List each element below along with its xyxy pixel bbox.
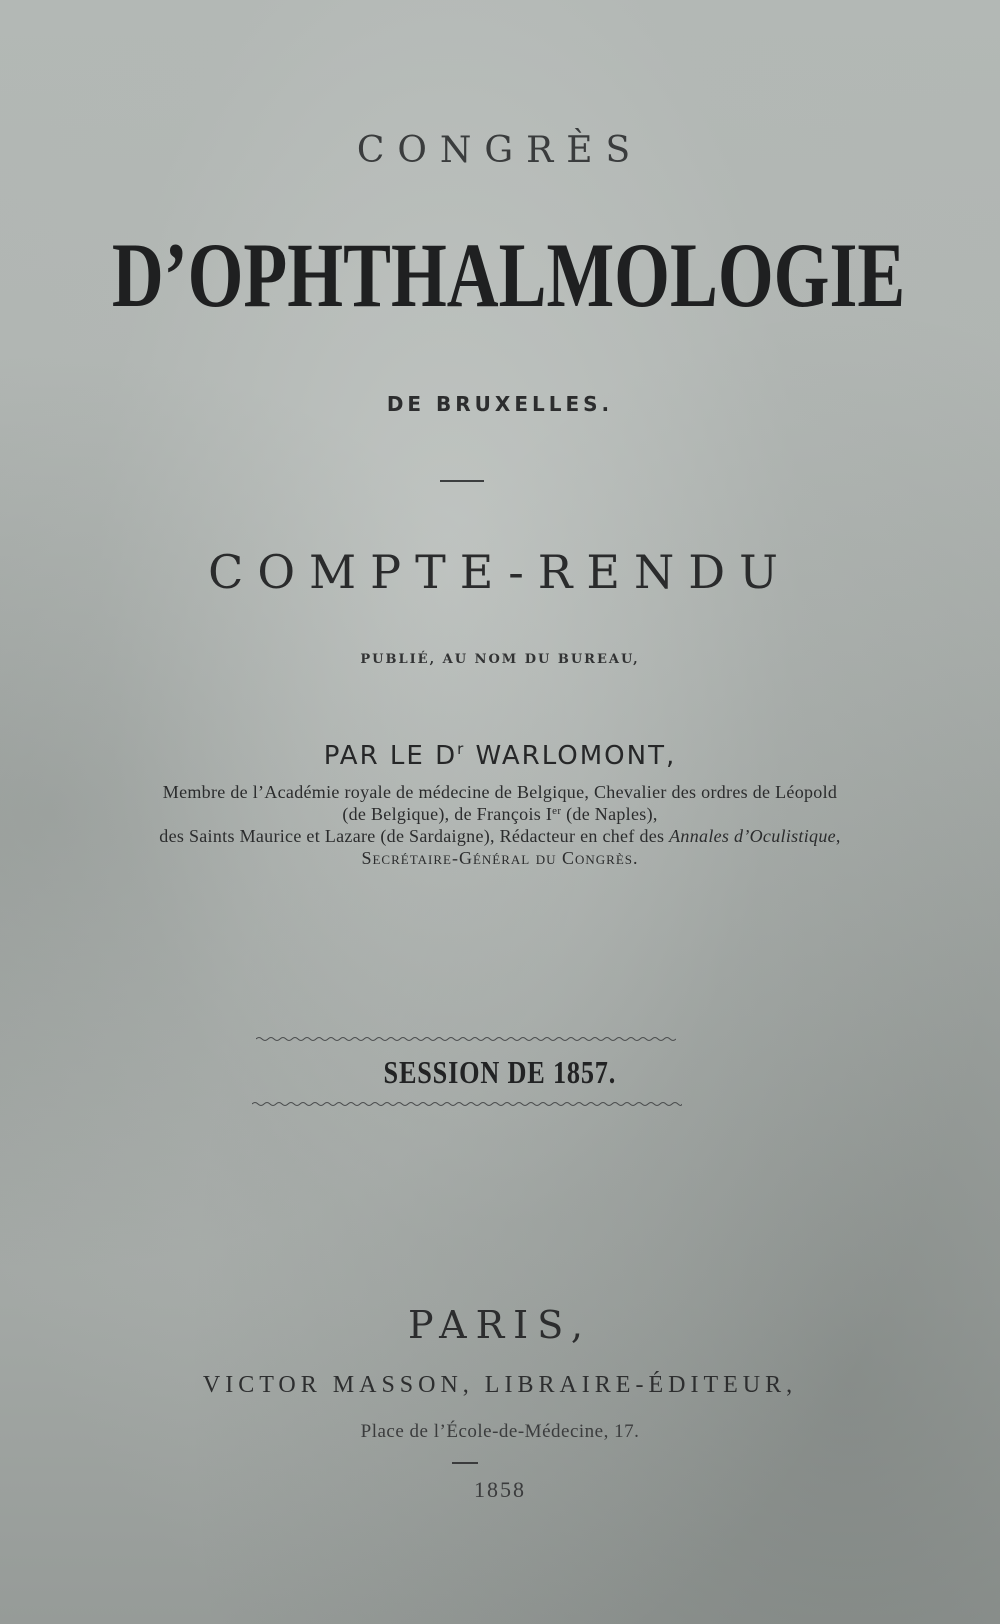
congres-heading: CONGRÈS — [356, 130, 644, 171]
author-bio-line-2 — [0, 804, 1000, 825]
session-label — [0, 1054, 1000, 1094]
imprint-publisher: VICTOR MASSON, LIBRAIRE-ÉDITEUR, — [202, 1372, 798, 1398]
bio-line-3-a: des Saints Maurice et Lazare (de Sardaigne), Rédacteur en chef des — [159, 826, 670, 846]
author-bio-line-3 — [0, 826, 1000, 847]
bio-line-3-b: , — [835, 826, 841, 846]
bio-line-2-b: (de Naples), — [561, 804, 658, 824]
journal-name: Annales d’Oculistique — [669, 826, 836, 846]
bio-line-2-sup: er — [552, 805, 562, 817]
main-title-text: D’OPHTHALMOLOGIE — [111, 224, 906, 326]
divider-year — [452, 1462, 478, 1464]
wavy-rule-bottom — [252, 1101, 682, 1107]
bio-line-2-a: (de Belgique), de François I — [342, 804, 553, 824]
divider-short — [440, 480, 484, 482]
subtitle: DE BRUXELLES. — [386, 392, 614, 416]
imprint-year: 1858 — [474, 1477, 526, 1502]
report-heading: COMPTE-RENDU — [208, 545, 792, 599]
author-bio-line-1: Membre de l’Académie royale de médecine de Belgique, Chevalier des ordres de Léopold — [162, 782, 838, 802]
author-name: WARLOMONT, — [465, 741, 677, 771]
imprint-address: Place de l’École-de-Médecine, 17. — [360, 1421, 640, 1442]
author-line — [0, 740, 1000, 771]
imprint-city: PARIS, — [408, 1303, 592, 1347]
author-bio-line-4: Secrétaire-Général du Congrès. — [361, 848, 639, 868]
session-label-text: SESSION DE 1857. — [383, 1054, 617, 1090]
published-note: PUBLIÉ, AU NOM DU BUREAU, — [360, 652, 640, 667]
main-title — [0, 222, 1000, 326]
author-prefix: PAR LE D — [323, 741, 458, 771]
wavy-rule-top — [256, 1036, 676, 1042]
author-title-sup: r — [457, 740, 466, 758]
